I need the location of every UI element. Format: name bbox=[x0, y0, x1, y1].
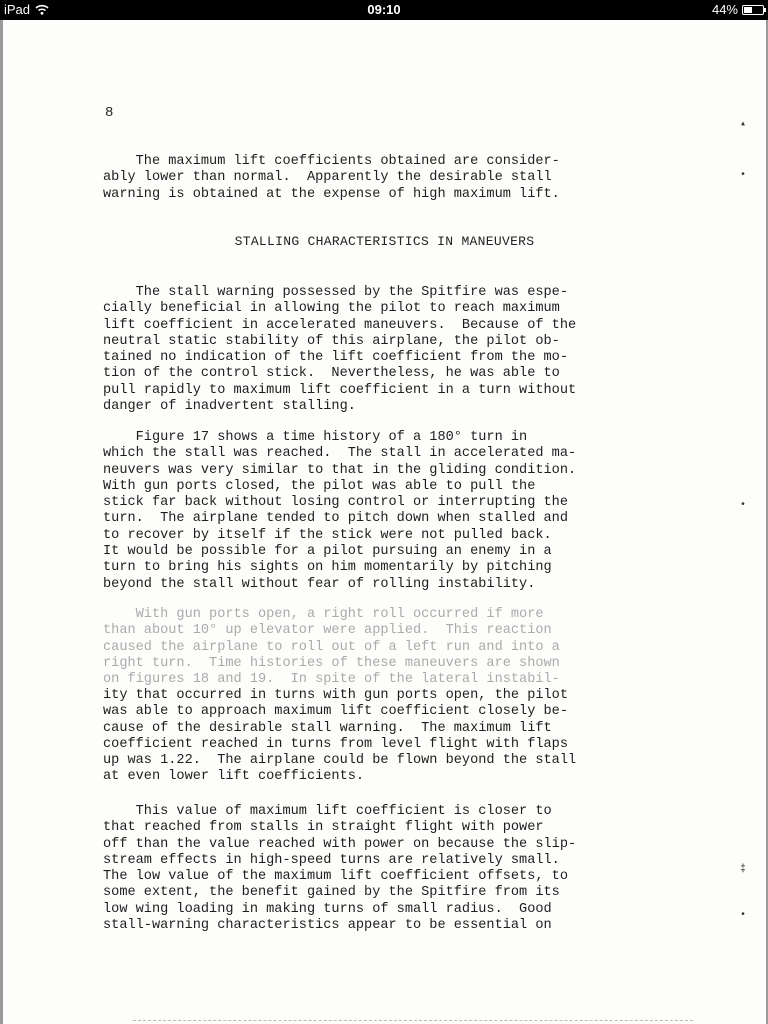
text-line: warning is obtained at the expense of high maximum lift. bbox=[103, 186, 560, 202]
text-line: to recover by itself if the stick were not pulled back. bbox=[103, 527, 552, 543]
text-line: which the stall was reached. The stall in accelerated ma- bbox=[103, 446, 577, 462]
device-name: iPad bbox=[4, 2, 31, 17]
page-number: 8 bbox=[105, 105, 114, 121]
text-line: coefficient reached in turns from level flight with flaps bbox=[103, 736, 568, 752]
text-line: turn to bring his sights on him momentarily by pitching bbox=[103, 560, 552, 576]
text-line: ably lower than normal. Apparently the desirable stall bbox=[103, 170, 552, 186]
text-line: Figure 17 shows a time history of a 180° turn in bbox=[103, 430, 528, 445]
margin-mark: • bbox=[740, 500, 747, 511]
page-bottom-edge bbox=[133, 1020, 693, 1021]
text-line: danger of inadvertent stalling. bbox=[103, 399, 356, 415]
battery-percent: 44% bbox=[711, 2, 738, 17]
text-line: turn. The airplane tended to pitch down when stalled and bbox=[103, 511, 568, 527]
text-line: tained no indication of the lift coefficient from the mo- bbox=[103, 350, 568, 366]
text-line: The stall warning possessed by the Spitfire was espe- bbox=[103, 285, 568, 300]
text-line: that reached from stalls in straight flight with power bbox=[103, 820, 544, 836]
text-line: cause of the desirable stall warning. The maximum lift bbox=[103, 720, 552, 736]
text-line: at even lower lift coefficients. bbox=[103, 769, 365, 785]
text-line: right turn. Time histories of these maneuvers are shown bbox=[103, 655, 560, 671]
text-line: This value of maximum lift coefficient is closer to bbox=[103, 804, 552, 819]
battery-icon bbox=[742, 5, 764, 15]
text-line: on figures 18 and 19. In spite of the lateral instabil- bbox=[103, 672, 560, 688]
text-line: With gun ports closed, the pilot was able to pull the bbox=[103, 478, 536, 494]
text-line: pull rapidly to maximum lift coefficient in a turn without bbox=[103, 382, 577, 398]
margin-mark: ▴ bbox=[740, 119, 747, 130]
status-bar bbox=[0, 0, 768, 20]
text-line: neuvers was very similar to that in the gliding condition. bbox=[103, 462, 577, 478]
section-heading: STALLING CHARACTERISTICS IN MANEUVERS bbox=[234, 234, 535, 249]
text-line: some extent, the benefit gained by the Spitfire from its bbox=[103, 885, 560, 901]
text-line: beyond the stall without fear of rolling instability. bbox=[103, 576, 536, 592]
text-line: was able to approach maximum lift coefficient closely be- bbox=[103, 704, 568, 720]
text-line: The low value of the maximum lift coefficient offsets, to bbox=[103, 869, 568, 885]
text-line: neutral static stability of this airplane, the pilot ob- bbox=[103, 333, 560, 349]
text-line: up was 1.22. The airplane could be flown beyond the stall bbox=[103, 753, 577, 769]
text-line: off than the value reached with power on because the slip- bbox=[103, 836, 577, 852]
text-line: than about 10° up elevator were applied. This reaction bbox=[103, 623, 552, 639]
paragraph-1 bbox=[103, 154, 673, 203]
text-line: stall-warning characteristics appear to be essential on bbox=[103, 918, 552, 934]
text-line: ity that occurred in turns with gun ports open, the pilot bbox=[103, 688, 568, 703]
status-right bbox=[712, 2, 764, 17]
text-line: stick far back without losing control or interrupting the bbox=[103, 495, 568, 511]
text-line: lift coefficient in accelerated maneuvers. Because of the bbox=[103, 317, 577, 333]
paragraph-2 bbox=[103, 285, 673, 415]
text-line: The maximum lift coefficients obtained are consider- bbox=[103, 154, 560, 169]
document-page[interactable] bbox=[3, 20, 766, 1024]
paragraph-5 bbox=[103, 804, 673, 934]
text-line: It would be possible for a pilot pursuing an enemy in a bbox=[103, 544, 552, 560]
margin-mark: ‡ bbox=[740, 864, 747, 875]
text-line: caused the airplane to roll out of a left run and into a bbox=[103, 639, 560, 655]
paragraph-4-faded bbox=[103, 607, 673, 688]
battery-level bbox=[744, 7, 752, 13]
paragraph-3 bbox=[103, 430, 673, 593]
text-line: cially beneficial in allowing the pilot to reach maximum bbox=[103, 301, 560, 317]
text-line: tion of the control stick. Nevertheless, he was able to bbox=[103, 366, 560, 382]
margin-mark: • bbox=[740, 170, 747, 181]
text-line: low wing loading in making turns of small radius. Good bbox=[103, 901, 552, 917]
status-time: 09:10 bbox=[367, 2, 401, 17]
margin-mark: • bbox=[740, 910, 747, 921]
text-line: stream effects in high-speed turns are relatively small. bbox=[103, 852, 560, 868]
text-line: With gun ports open, a right roll occurred if more bbox=[103, 607, 544, 622]
paragraph-4 bbox=[103, 688, 673, 786]
